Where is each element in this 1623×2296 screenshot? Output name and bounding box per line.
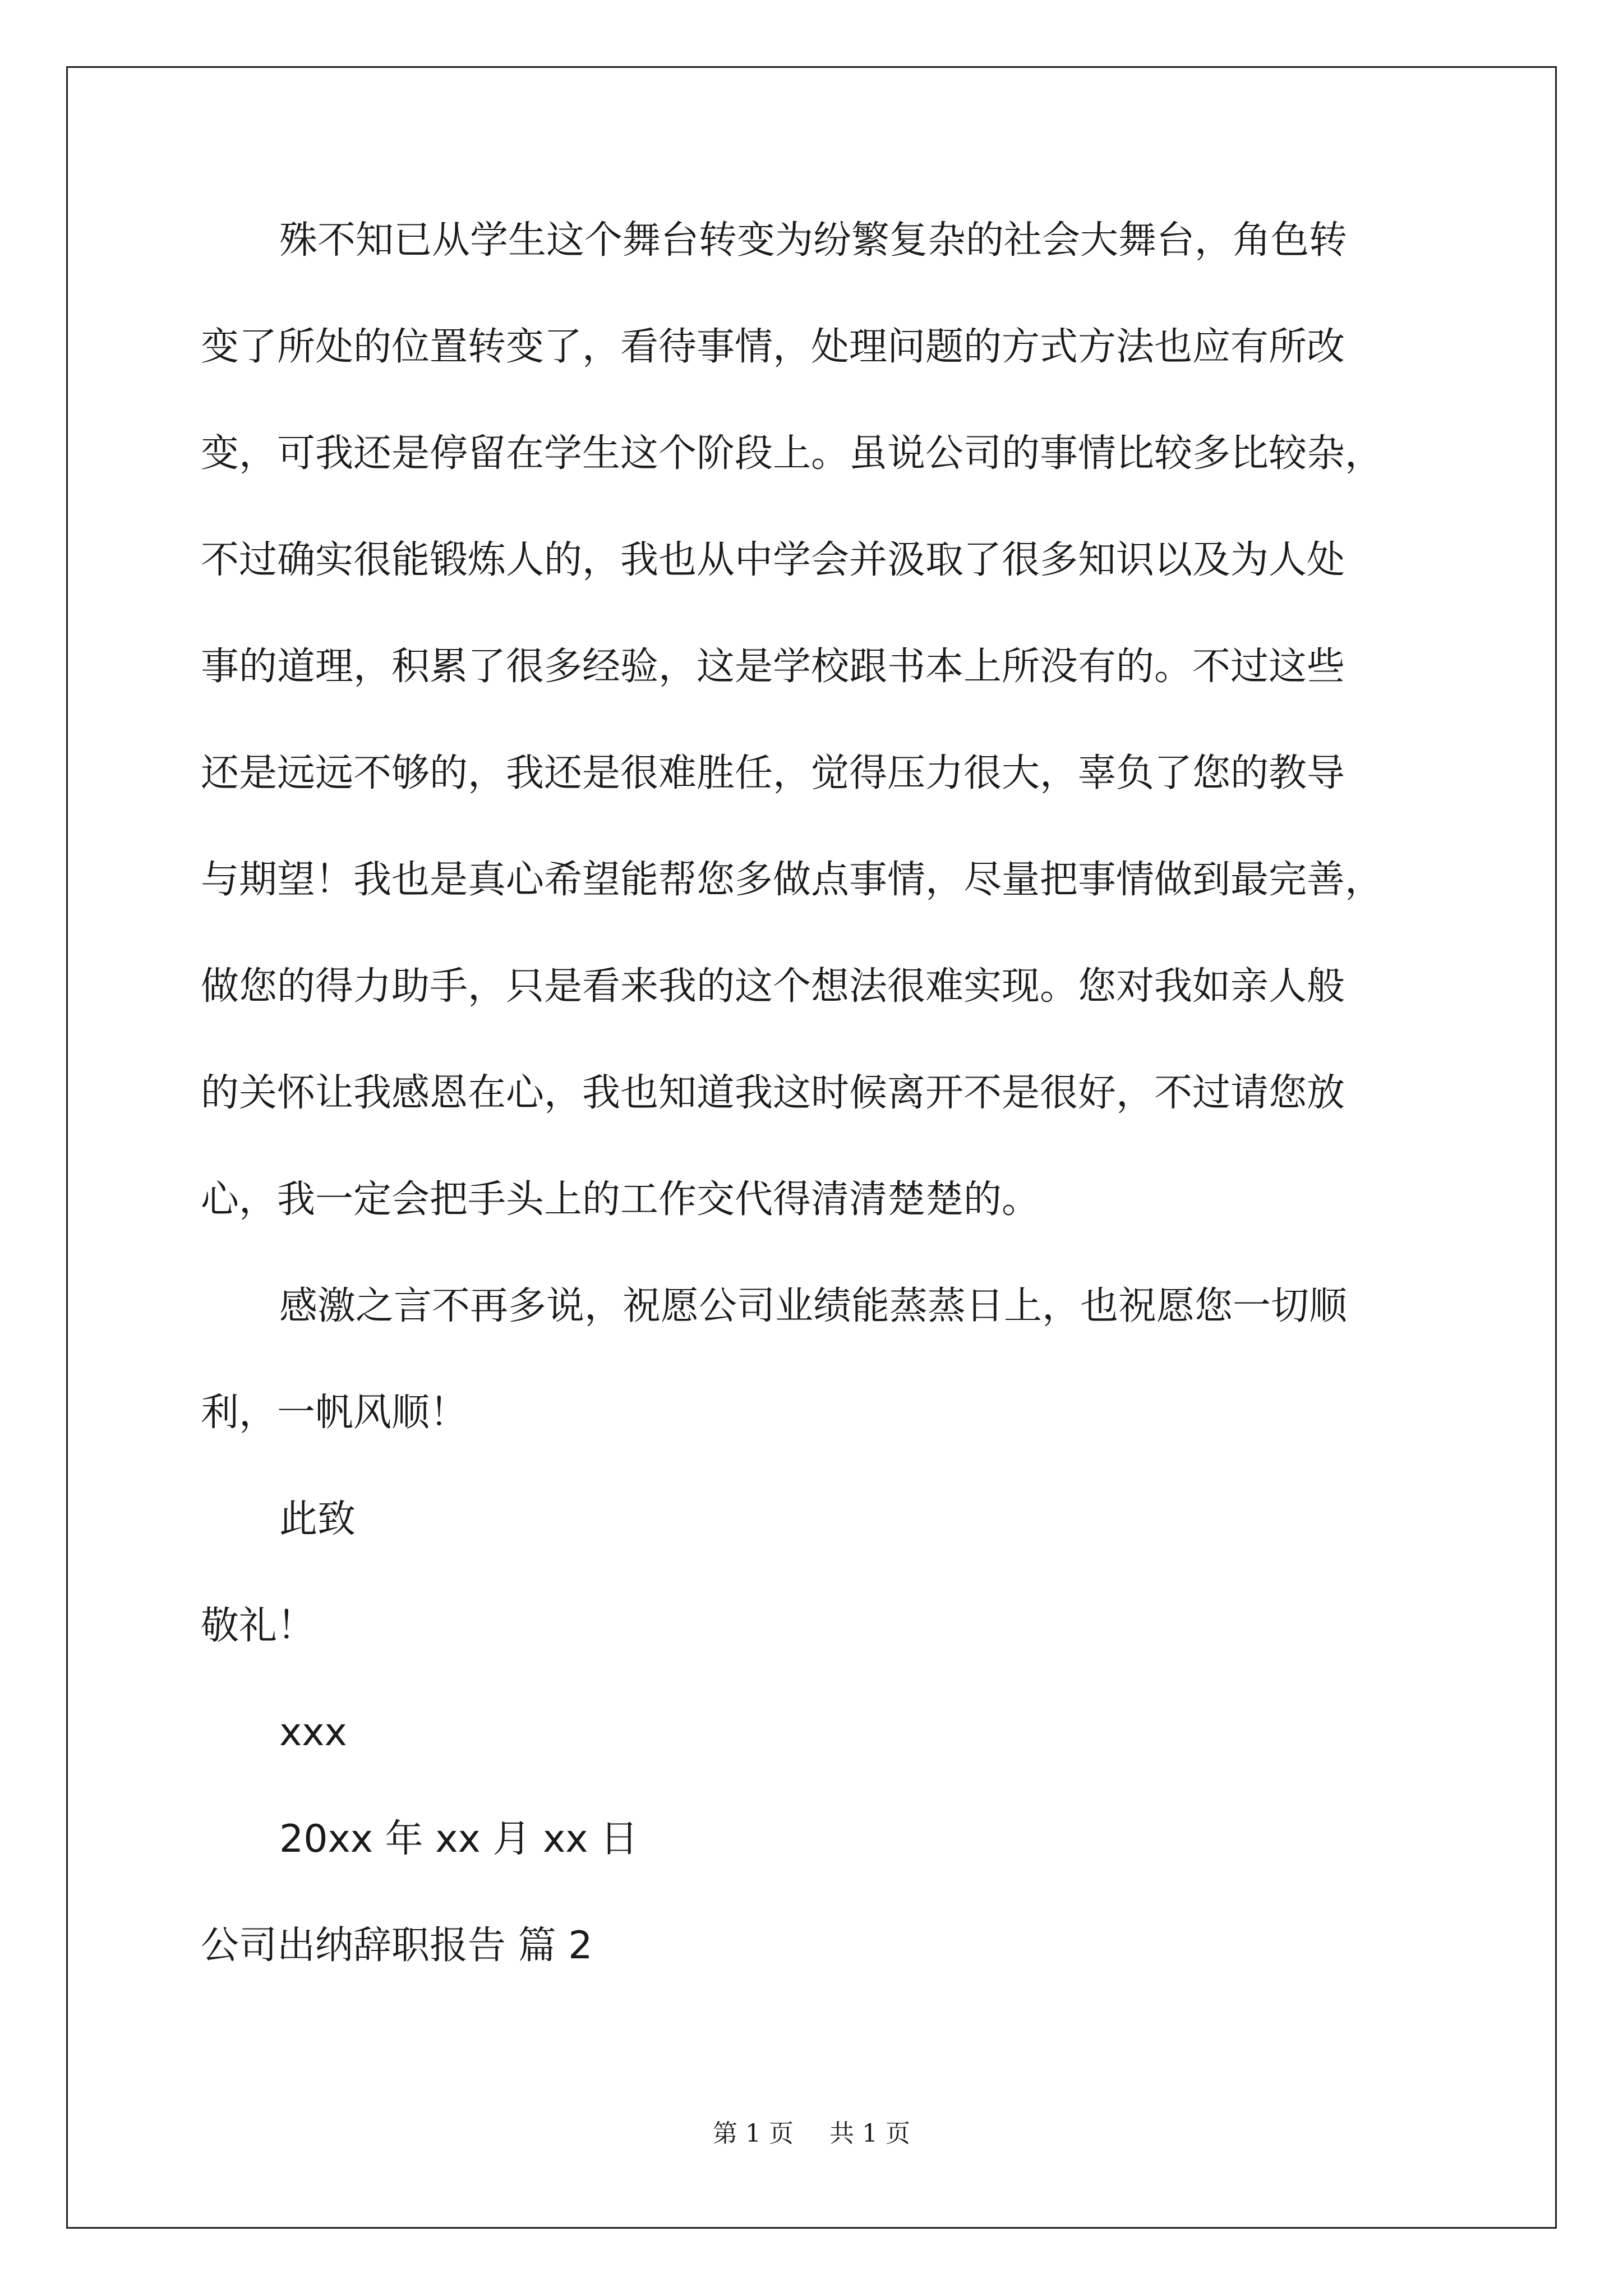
- closing-line: 此致: [279, 1497, 356, 1542]
- page-number: 第 1 页: [713, 2119, 794, 2148]
- paragraph-line: 变了所处的位置转变了，看待事情，处理问题的方式方法也应有所改: [201, 325, 1345, 369]
- document-body: [201, 218, 1432, 2033]
- salute-line: 敬礼！: [201, 1604, 316, 1648]
- paragraph-line: 的关怀让我感恩在心，我也知道我这时候离开不是很好，不过请您放: [201, 1071, 1345, 1115]
- page-total: 共 1 页: [829, 2119, 910, 2148]
- paragraph-line: 还是远远不够的，我还是很难胜任，觉得压力很大，辜负了您的教导: [201, 751, 1345, 795]
- section-heading: 公司出纳辞职报告 篇 2: [201, 1924, 593, 1968]
- paragraph-line: 殊不知已从学生这个舞台转变为纷繁复杂的社会大舞台，角色转: [279, 218, 1348, 263]
- paragraph-line: 做您的得力助手，只是看来我的这个想法很难实现。您对我如亲人般: [201, 964, 1345, 1009]
- paragraph-line: 不过确实很能锻炼人的，我也从中学会并汲取了很多知识以及为人处: [201, 538, 1345, 582]
- signature-name: xxx: [279, 1710, 347, 1755]
- paragraph-line: 事的道理，积累了很多经验，这是学校跟书本上所没有的。不过这些: [201, 645, 1345, 689]
- paragraph-line: 感激之言不再多说，祝愿公司业绩能蒸蒸日上，也祝愿您一切顺: [279, 1284, 1348, 1328]
- signature-date: 20xx 年 xx 月 xx 日: [279, 1817, 639, 1861]
- page-footer: [0, 2119, 1623, 2148]
- paragraph-line: 与期望！我也是真心希望能帮您多做点事情，尽量把事情做到最完善，: [201, 858, 1384, 902]
- paragraph-line: 利，一帆风顺！: [201, 1391, 468, 1435]
- paragraph-line: 变，可我还是停留在学生这个阶段上。虽说公司的事情比较多比较杂，: [201, 431, 1384, 476]
- paragraph-line: 心，我一定会把手头上的工作交代得清清楚楚的。: [201, 1177, 1040, 1222]
